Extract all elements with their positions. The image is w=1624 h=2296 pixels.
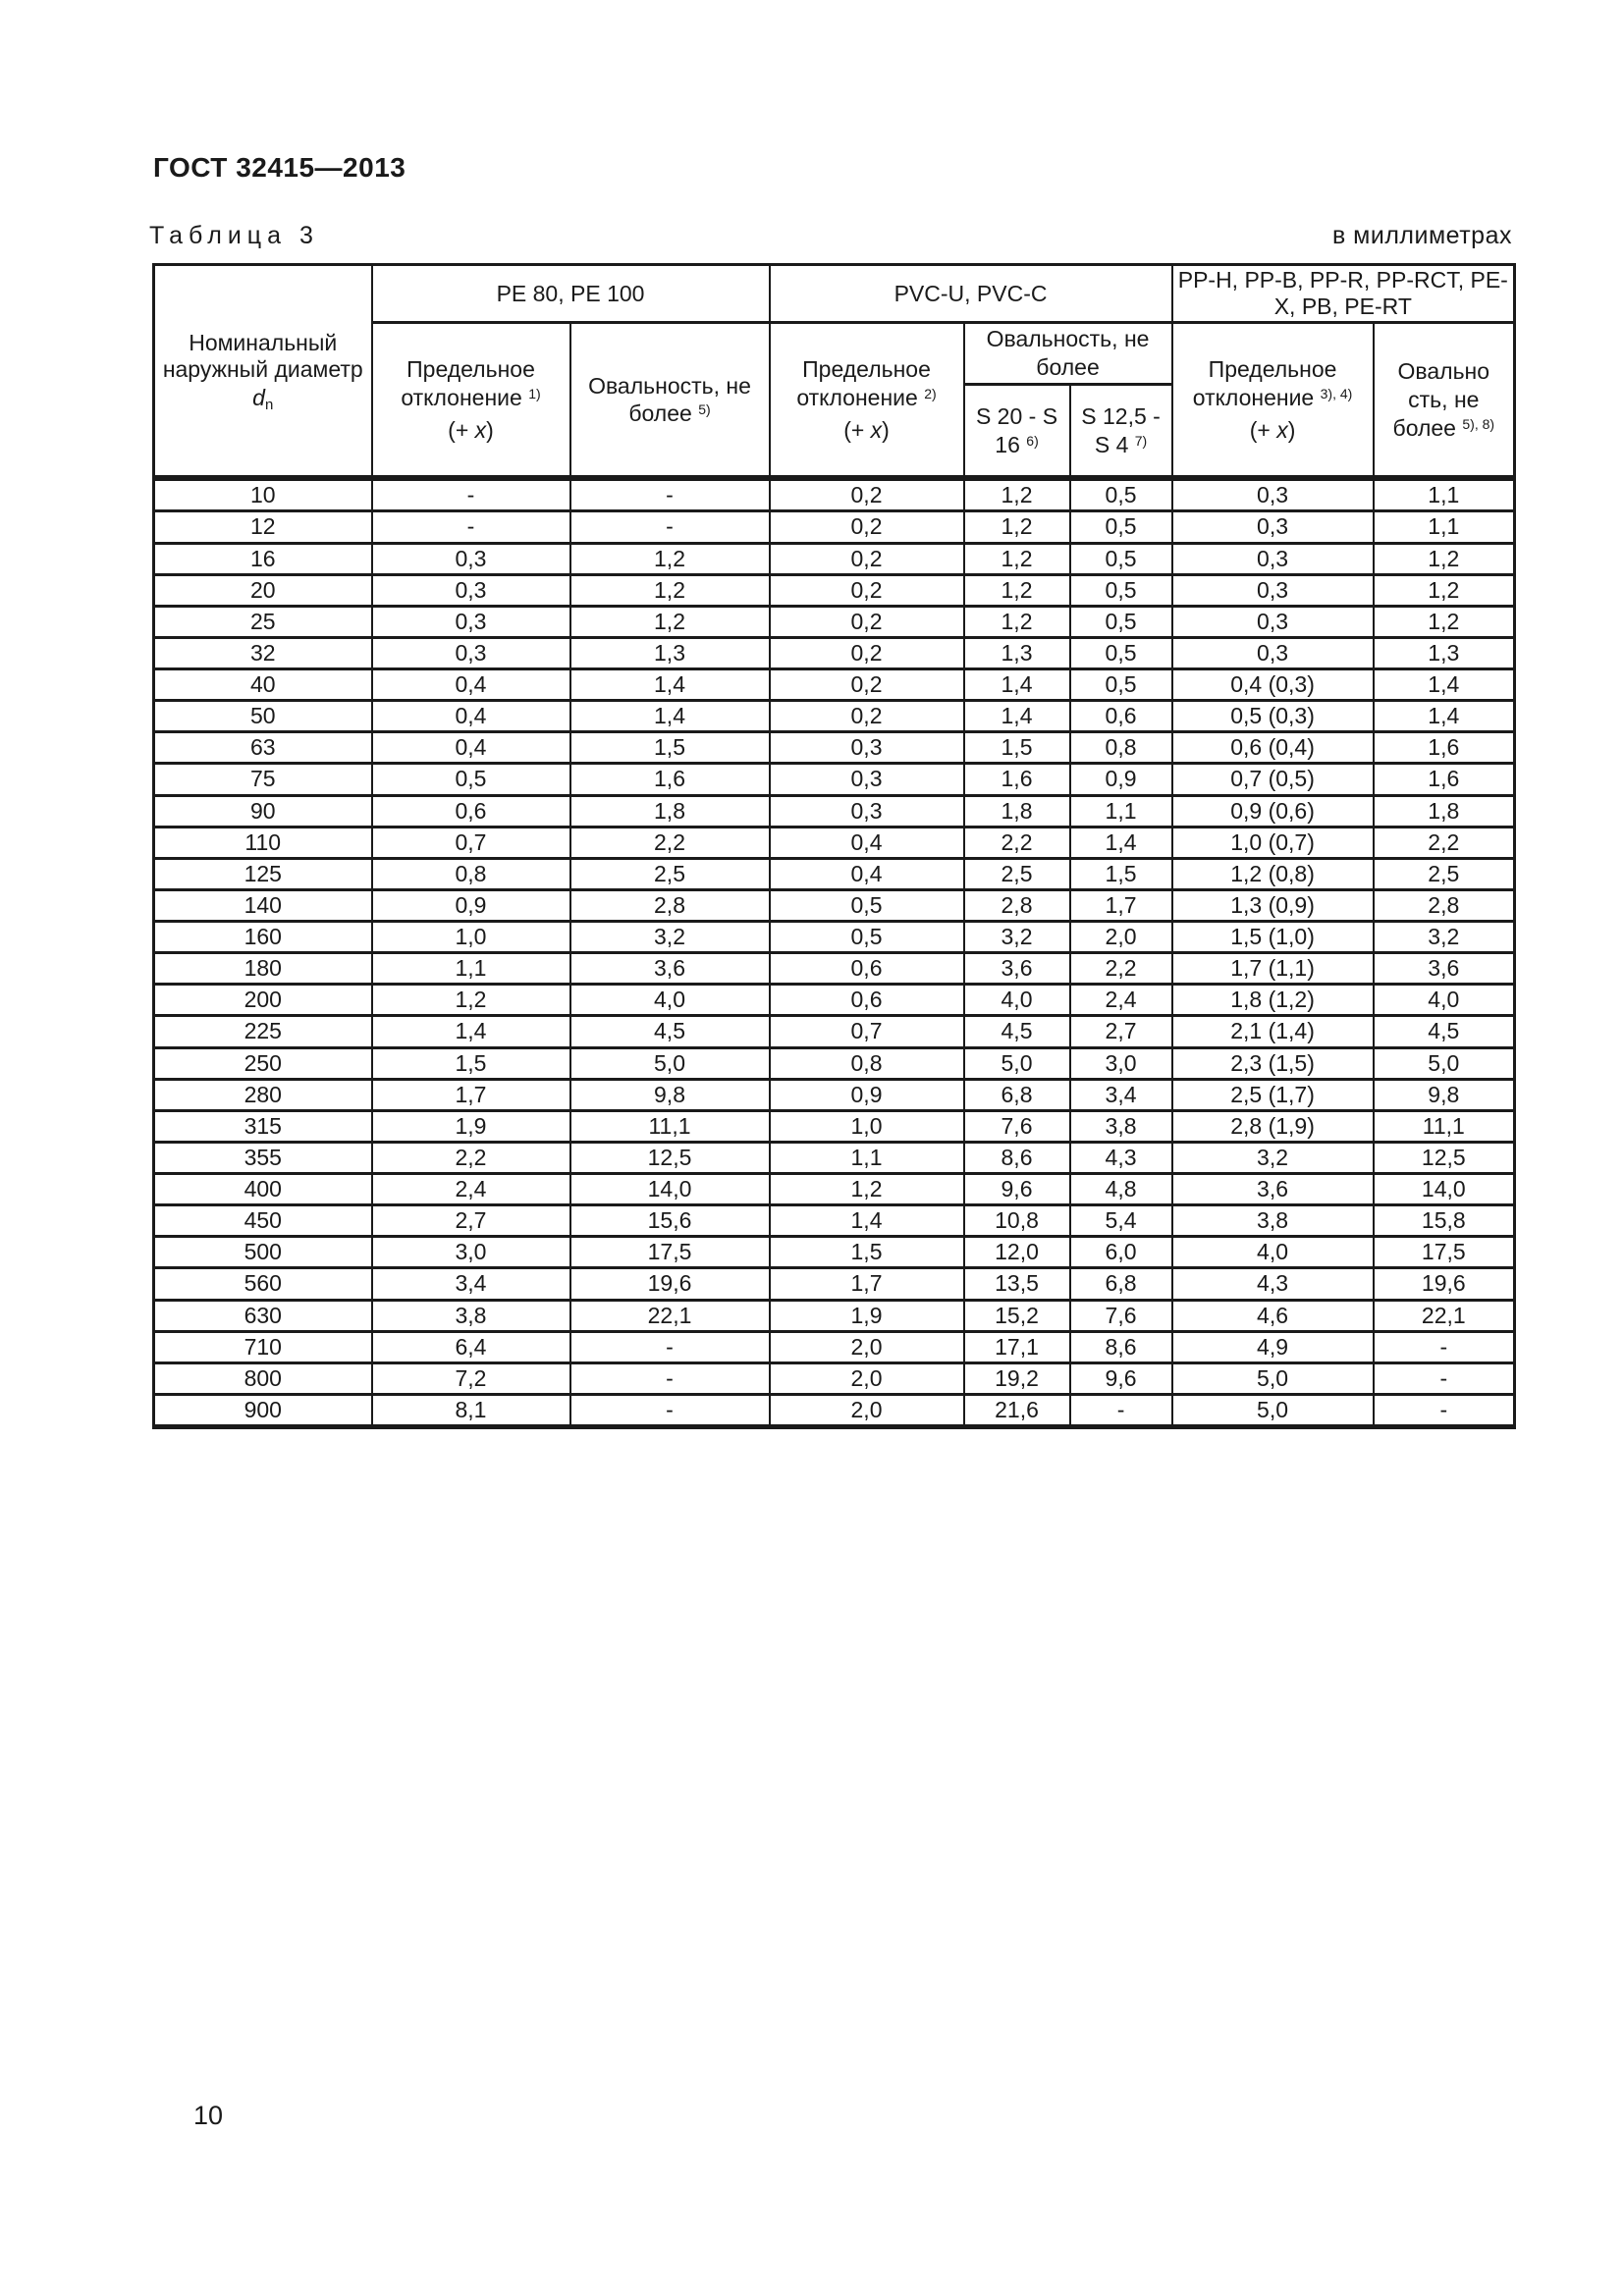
value-cell: 0,3 — [372, 574, 570, 606]
table-row — [154, 764, 1515, 795]
table-row — [154, 985, 1515, 1016]
diameter-cell: 225 — [154, 1016, 372, 1047]
diameter-cell: 630 — [154, 1300, 372, 1331]
table-row — [154, 1079, 1515, 1110]
value-cell: 2,7 — [372, 1205, 570, 1237]
value-cell: 1,0 — [372, 922, 570, 953]
value-cell: 4,8 — [1070, 1174, 1172, 1205]
value-cell: 4,0 — [1172, 1237, 1374, 1268]
value-cell: 1,8 (1,2) — [1172, 985, 1374, 1016]
value-cell: 2,5 — [1374, 858, 1515, 889]
value-cell: 1,4 — [964, 701, 1070, 732]
table-row — [154, 1300, 1515, 1331]
value-cell: 0,2 — [770, 511, 964, 543]
value-cell: - — [1070, 1394, 1172, 1426]
value-cell: 0,5 — [770, 889, 964, 921]
value-cell: - — [570, 478, 770, 511]
value-cell: 21,6 — [964, 1394, 1070, 1426]
value-cell: 1,3 — [570, 637, 770, 668]
diameter-cell: 40 — [154, 669, 372, 701]
value-cell: 8,1 — [372, 1394, 570, 1426]
value-cell: 14,0 — [1374, 1174, 1515, 1205]
value-cell: 1,6 — [964, 764, 1070, 795]
value-cell: 4,9 — [1172, 1331, 1374, 1362]
col-header-pp-deviation: Предельное отклонение $^{3), 4)}$ (+ x) — [1172, 323, 1374, 479]
diameter-cell: 50 — [154, 701, 372, 732]
value-cell: 7,6 — [1070, 1300, 1172, 1331]
value-cell: 11,1 — [570, 1110, 770, 1142]
table-row — [154, 637, 1515, 668]
value-cell: 0,9 (0,6) — [1172, 795, 1374, 827]
table-row — [154, 1331, 1515, 1362]
value-cell: 2,7 — [1070, 1016, 1172, 1047]
value-cell: 4,6 — [1172, 1300, 1374, 1331]
value-cell: 0,7 — [770, 1016, 964, 1047]
value-cell: 19,6 — [570, 1268, 770, 1300]
value-cell: - — [1374, 1331, 1515, 1362]
value-cell: 2,3 (1,5) — [1172, 1047, 1374, 1079]
diameter-cell: 63 — [154, 732, 372, 764]
value-cell: 11,1 — [1374, 1110, 1515, 1142]
value-cell: 1,0 (0,7) — [1172, 827, 1374, 858]
value-cell: 4,5 — [1374, 1016, 1515, 1047]
table-row — [154, 1142, 1515, 1173]
value-cell: 0,7 (0,5) — [1172, 764, 1374, 795]
value-cell: 0,4 — [372, 669, 570, 701]
table-row — [154, 1205, 1515, 1237]
value-cell: 0,8 — [770, 1047, 964, 1079]
value-cell: 0,3 — [1172, 478, 1374, 511]
value-cell: 4,0 — [964, 985, 1070, 1016]
value-cell: 17,1 — [964, 1331, 1070, 1362]
value-cell: 13,5 — [964, 1268, 1070, 1300]
value-cell: 1,4 — [964, 669, 1070, 701]
diameter-cell: 12 — [154, 511, 372, 543]
value-cell: 1,5 — [372, 1047, 570, 1079]
value-cell: 1,5 (1,0) — [1172, 922, 1374, 953]
table-row — [154, 732, 1515, 764]
pvc-deviation-formula: (+ x) — [843, 416, 890, 443]
value-cell: 1,4 — [1374, 701, 1515, 732]
value-cell: 0,9 — [372, 889, 570, 921]
value-cell: 9,8 — [1374, 1079, 1515, 1110]
value-cell: 4,0 — [1374, 985, 1515, 1016]
value-cell: 0,5 — [1070, 574, 1172, 606]
value-cell: 1,2 (0,8) — [1172, 858, 1374, 889]
col-header-pe-ovality: Овальность, не более $^{5)}$ — [570, 323, 770, 479]
value-cell: 3,6 — [570, 953, 770, 985]
table-row — [154, 478, 1515, 511]
value-cell: 1,6 — [1374, 764, 1515, 795]
value-cell: 9,6 — [964, 1174, 1070, 1205]
value-cell: 1,2 — [570, 574, 770, 606]
diameter-cell: 400 — [154, 1174, 372, 1205]
value-cell: 0,2 — [770, 574, 964, 606]
table-row — [154, 827, 1515, 858]
table-row — [154, 511, 1515, 543]
value-cell: 10,8 — [964, 1205, 1070, 1237]
table-row — [154, 922, 1515, 953]
value-cell: 12,5 — [570, 1142, 770, 1173]
value-cell: 17,5 — [1374, 1237, 1515, 1268]
value-cell: 8,6 — [1070, 1331, 1172, 1362]
value-cell: 3,0 — [1070, 1047, 1172, 1079]
value-cell: 1,6 — [1374, 732, 1515, 764]
value-cell: 0,5 — [1070, 511, 1172, 543]
value-cell: 3,6 — [1374, 953, 1515, 985]
value-cell: 3,2 — [1374, 922, 1515, 953]
value-cell: 9,6 — [1070, 1362, 1172, 1394]
value-cell: 3,6 — [1172, 1174, 1374, 1205]
value-cell: 1,9 — [770, 1300, 964, 1331]
col-header-pvc-ovality-s20-s16: S 20 - S 16 $^{6)}$ — [964, 384, 1070, 478]
value-cell: 1,2 — [1374, 574, 1515, 606]
value-cell: 1,2 — [1374, 606, 1515, 637]
value-cell: 1,8 — [1374, 795, 1515, 827]
value-cell: 3,2 — [570, 922, 770, 953]
diameter-cell: 200 — [154, 985, 372, 1016]
diameter-cell: 10 — [154, 478, 372, 511]
table-row — [154, 701, 1515, 732]
table-row — [154, 1394, 1515, 1426]
value-cell: 0,8 — [1070, 732, 1172, 764]
value-cell: 5,0 — [1172, 1362, 1374, 1394]
value-cell: 3,4 — [372, 1268, 570, 1300]
group-header-pp: PP-H, PP-B, PP-R, PP-RCT, PE-X, PB, PE-RT — [1172, 265, 1515, 323]
value-cell: 1,1 — [1374, 511, 1515, 543]
value-cell: 1,4 — [570, 701, 770, 732]
value-cell: 2,2 — [1070, 953, 1172, 985]
value-cell: 0,6 — [770, 985, 964, 1016]
value-cell: 0,3 — [1172, 511, 1374, 543]
value-cell: 14,0 — [570, 1174, 770, 1205]
diameter-symbol: $d_n$ — [252, 385, 274, 414]
diameter-cell: 32 — [154, 637, 372, 668]
dimensions-table — [152, 263, 1516, 1429]
diameter-cell: 500 — [154, 1237, 372, 1268]
table-row — [154, 1268, 1515, 1300]
value-cell: 2,0 — [770, 1331, 964, 1362]
diameter-cell: 560 — [154, 1268, 372, 1300]
col-header-pvc-deviation: Предельное отклонение $^{2)}$ (+ x) — [770, 323, 964, 479]
col-header-pp-ovality: Овально сть, не более $^{5), 8)}$ — [1374, 323, 1515, 479]
value-cell: 3,8 — [1070, 1110, 1172, 1142]
value-cell: 1,2 — [1374, 543, 1515, 574]
value-cell: 12,5 — [1374, 1142, 1515, 1173]
diameter-cell: 20 — [154, 574, 372, 606]
value-cell: 2,5 — [570, 858, 770, 889]
col-header-pvc-ovality-s125-s4: S 12,5 - S 4 $^{7)}$ — [1070, 384, 1172, 478]
value-cell: 3,6 — [964, 953, 1070, 985]
value-cell: 19,6 — [1374, 1268, 1515, 1300]
value-cell: 1,8 — [570, 795, 770, 827]
table-row — [154, 858, 1515, 889]
page-number: 10 — [193, 2101, 224, 2130]
table-row — [154, 1110, 1515, 1142]
value-cell: 0,3 — [1172, 637, 1374, 668]
value-cell: 0,4 — [372, 732, 570, 764]
value-cell: 5,0 — [570, 1047, 770, 1079]
pe-deviation-formula: (+ x) — [448, 416, 494, 443]
value-cell: 2,0 — [1070, 922, 1172, 953]
value-cell: 0,3 — [770, 795, 964, 827]
value-cell: - — [372, 478, 570, 511]
value-cell: 3,4 — [1070, 1079, 1172, 1110]
table-caption-row — [149, 222, 1512, 250]
table-row — [154, 1174, 1515, 1205]
diameter-cell: 710 — [154, 1331, 372, 1362]
value-cell: 5,0 — [964, 1047, 1070, 1079]
value-cell: 2,2 — [1374, 827, 1515, 858]
units-note: в миллиметрах — [1331, 222, 1512, 249]
value-cell: 1,6 — [570, 764, 770, 795]
value-cell: 0,5 — [1070, 637, 1172, 668]
value-cell: 0,3 — [372, 606, 570, 637]
value-cell: 0,9 — [770, 1079, 964, 1110]
diameter-cell: 180 — [154, 953, 372, 985]
value-cell: 0,6 (0,4) — [1172, 732, 1374, 764]
value-cell: 0,4 — [770, 858, 964, 889]
value-cell: 1,2 — [964, 478, 1070, 511]
value-cell: 7,2 — [372, 1362, 570, 1394]
value-cell: - — [570, 1394, 770, 1426]
value-cell: 0,3 — [770, 764, 964, 795]
value-cell: 2,8 — [570, 889, 770, 921]
value-cell: 2,5 (1,7) — [1172, 1079, 1374, 1110]
table-row — [154, 606, 1515, 637]
table-row — [154, 1362, 1515, 1394]
group-header-pe: PE 80, PE 100 — [372, 265, 770, 323]
diameter-cell: 315 — [154, 1110, 372, 1142]
value-cell: 2,8 — [1374, 889, 1515, 921]
diameter-cell: 75 — [154, 764, 372, 795]
value-cell: 1,4 — [372, 1016, 570, 1047]
value-cell: 1,4 — [1070, 827, 1172, 858]
value-cell: 0,2 — [770, 669, 964, 701]
diameter-cell: 25 — [154, 606, 372, 637]
value-cell: 0,4 (0,3) — [1172, 669, 1374, 701]
table-row — [154, 669, 1515, 701]
value-cell: 2,2 — [570, 827, 770, 858]
value-cell: 0,5 — [1070, 543, 1172, 574]
value-cell: 1,5 — [1070, 858, 1172, 889]
value-cell: 6,8 — [1070, 1268, 1172, 1300]
value-cell: 1,2 — [964, 606, 1070, 637]
value-cell: 1,5 — [570, 732, 770, 764]
value-cell: 4,5 — [570, 1016, 770, 1047]
value-cell: 0,2 — [770, 637, 964, 668]
diameter-cell: 280 — [154, 1079, 372, 1110]
value-cell: 3,8 — [1172, 1205, 1374, 1237]
value-cell: 9,8 — [570, 1079, 770, 1110]
table-row — [154, 1047, 1515, 1079]
value-cell: 22,1 — [570, 1300, 770, 1331]
table-row — [154, 1237, 1515, 1268]
value-cell: 2,0 — [770, 1362, 964, 1394]
diameter-cell: 125 — [154, 858, 372, 889]
diameter-cell: 250 — [154, 1047, 372, 1079]
value-cell: 1,8 — [964, 795, 1070, 827]
col-header-nominal-diameter — [154, 265, 372, 479]
value-cell: 4,3 — [1070, 1142, 1172, 1173]
value-cell: 1,3 (0,9) — [1172, 889, 1374, 921]
value-cell: 1,2 — [964, 543, 1070, 574]
value-cell: 1,2 — [372, 985, 570, 1016]
value-cell: 3,2 — [964, 922, 1070, 953]
value-cell: 5,0 — [1172, 1394, 1374, 1426]
value-cell: 0,3 — [770, 732, 964, 764]
value-cell: 17,5 — [570, 1237, 770, 1268]
diameter-cell: 355 — [154, 1142, 372, 1173]
diameter-cell: 450 — [154, 1205, 372, 1237]
value-cell: - — [1374, 1394, 1515, 1426]
diameter-cell: 900 — [154, 1394, 372, 1426]
nominal-diameter-label: Номинальный наружный диаметр — [162, 329, 363, 383]
value-cell: 5,4 — [1070, 1205, 1172, 1237]
diameter-cell: 90 — [154, 795, 372, 827]
value-cell: 3,2 — [1172, 1142, 1374, 1173]
value-cell: 1,4 — [770, 1205, 964, 1237]
value-cell: 2,2 — [372, 1142, 570, 1173]
value-cell: - — [372, 511, 570, 543]
value-cell: 5,0 — [1374, 1047, 1515, 1079]
value-cell: 1,2 — [570, 543, 770, 574]
value-cell: 6,0 — [1070, 1237, 1172, 1268]
table-row — [154, 574, 1515, 606]
value-cell: 1,1 — [1070, 795, 1172, 827]
diameter-cell: 140 — [154, 889, 372, 921]
value-cell: 0,3 — [1172, 574, 1374, 606]
value-cell: 0,4 — [372, 701, 570, 732]
table-row — [154, 889, 1515, 921]
value-cell: 0,5 — [1070, 606, 1172, 637]
value-cell: 2,2 — [964, 827, 1070, 858]
value-cell: 1,5 — [770, 1237, 964, 1268]
value-cell: 15,8 — [1374, 1205, 1515, 1237]
value-cell: 1,3 — [1374, 637, 1515, 668]
value-cell: 0,2 — [770, 606, 964, 637]
value-cell: 0,2 — [770, 701, 964, 732]
doc-number: ГОСТ 32415—2013 — [153, 152, 406, 183]
value-cell: 0,8 — [372, 858, 570, 889]
value-cell: 6,4 — [372, 1331, 570, 1362]
value-cell: 1,1 — [770, 1142, 964, 1173]
value-cell: 1,2 — [770, 1174, 964, 1205]
value-cell: 2,8 — [964, 889, 1070, 921]
value-cell: 1,5 — [964, 732, 1070, 764]
value-cell: - — [570, 1362, 770, 1394]
value-cell: 22,1 — [1374, 1300, 1515, 1331]
diameter-cell: 160 — [154, 922, 372, 953]
value-cell: - — [570, 511, 770, 543]
value-cell: 2,1 (1,4) — [1172, 1016, 1374, 1047]
value-cell: 2,8 (1,9) — [1172, 1110, 1374, 1142]
value-cell: 1,2 — [964, 511, 1070, 543]
value-cell: 0,6 — [770, 953, 964, 985]
value-cell: 0,3 — [1172, 606, 1374, 637]
value-cell: 8,6 — [964, 1142, 1070, 1173]
col-header-pe-deviation: Предельное отклонение $^{1)}$ (+ x) — [372, 323, 570, 479]
value-cell: 0,2 — [770, 478, 964, 511]
value-cell: 2,4 — [372, 1174, 570, 1205]
value-cell: 1,7 (1,1) — [1172, 953, 1374, 985]
value-cell: 0,5 — [1070, 669, 1172, 701]
value-cell: 1,1 — [372, 953, 570, 985]
table-row — [154, 795, 1515, 827]
value-cell: 0,3 — [1172, 543, 1374, 574]
value-cell: 1,4 — [1374, 669, 1515, 701]
value-cell: 1,2 — [964, 574, 1070, 606]
value-cell: 4,3 — [1172, 1268, 1374, 1300]
value-cell: 0,5 (0,3) — [1172, 701, 1374, 732]
value-cell: 3,8 — [372, 1300, 570, 1331]
value-cell: 2,5 — [964, 858, 1070, 889]
value-cell: 0,9 — [1070, 764, 1172, 795]
value-cell: 0,5 — [770, 922, 964, 953]
value-cell: 12,0 — [964, 1237, 1070, 1268]
value-cell: 0,5 — [1070, 478, 1172, 511]
value-cell: 4,5 — [964, 1016, 1070, 1047]
value-cell: 0,7 — [372, 827, 570, 858]
table-row — [154, 543, 1515, 574]
table-row — [154, 1016, 1515, 1047]
col-header-pvc-ovality: Овальность, не более — [964, 323, 1172, 385]
value-cell: 15,6 — [570, 1205, 770, 1237]
value-cell: 0,3 — [372, 637, 570, 668]
value-cell: 1,1 — [1374, 478, 1515, 511]
value-cell: 19,2 — [964, 1362, 1070, 1394]
diameter-cell: 110 — [154, 827, 372, 858]
value-cell: - — [1374, 1362, 1515, 1394]
value-cell: 6,8 — [964, 1079, 1070, 1110]
value-cell: 0,3 — [372, 543, 570, 574]
value-cell: 1,4 — [570, 669, 770, 701]
value-cell: 0,4 — [770, 827, 964, 858]
value-cell: 0,6 — [1070, 701, 1172, 732]
diameter-cell: 800 — [154, 1362, 372, 1394]
value-cell: - — [570, 1331, 770, 1362]
pp-deviation-formula: (+ x) — [1249, 416, 1296, 443]
table-caption: Таблица 3 — [149, 222, 319, 249]
value-cell: 0,6 — [372, 795, 570, 827]
value-cell: 1,2 — [570, 606, 770, 637]
value-cell: 1,3 — [964, 637, 1070, 668]
value-cell: 1,7 — [770, 1268, 964, 1300]
value-cell: 1,7 — [1070, 889, 1172, 921]
value-cell: 2,0 — [770, 1394, 964, 1426]
value-cell: 1,0 — [770, 1110, 964, 1142]
value-cell: 3,0 — [372, 1237, 570, 1268]
value-cell: 0,2 — [770, 543, 964, 574]
diameter-cell: 16 — [154, 543, 372, 574]
value-cell: 4,0 — [570, 985, 770, 1016]
table-row — [154, 953, 1515, 985]
value-cell: 15,2 — [964, 1300, 1070, 1331]
value-cell: 2,4 — [1070, 985, 1172, 1016]
value-cell: 1,9 — [372, 1110, 570, 1142]
value-cell: 0,5 — [372, 764, 570, 795]
value-cell: 1,7 — [372, 1079, 570, 1110]
group-header-pvc: PVC-U, PVC-C — [770, 265, 1172, 323]
value-cell: 7,6 — [964, 1110, 1070, 1142]
